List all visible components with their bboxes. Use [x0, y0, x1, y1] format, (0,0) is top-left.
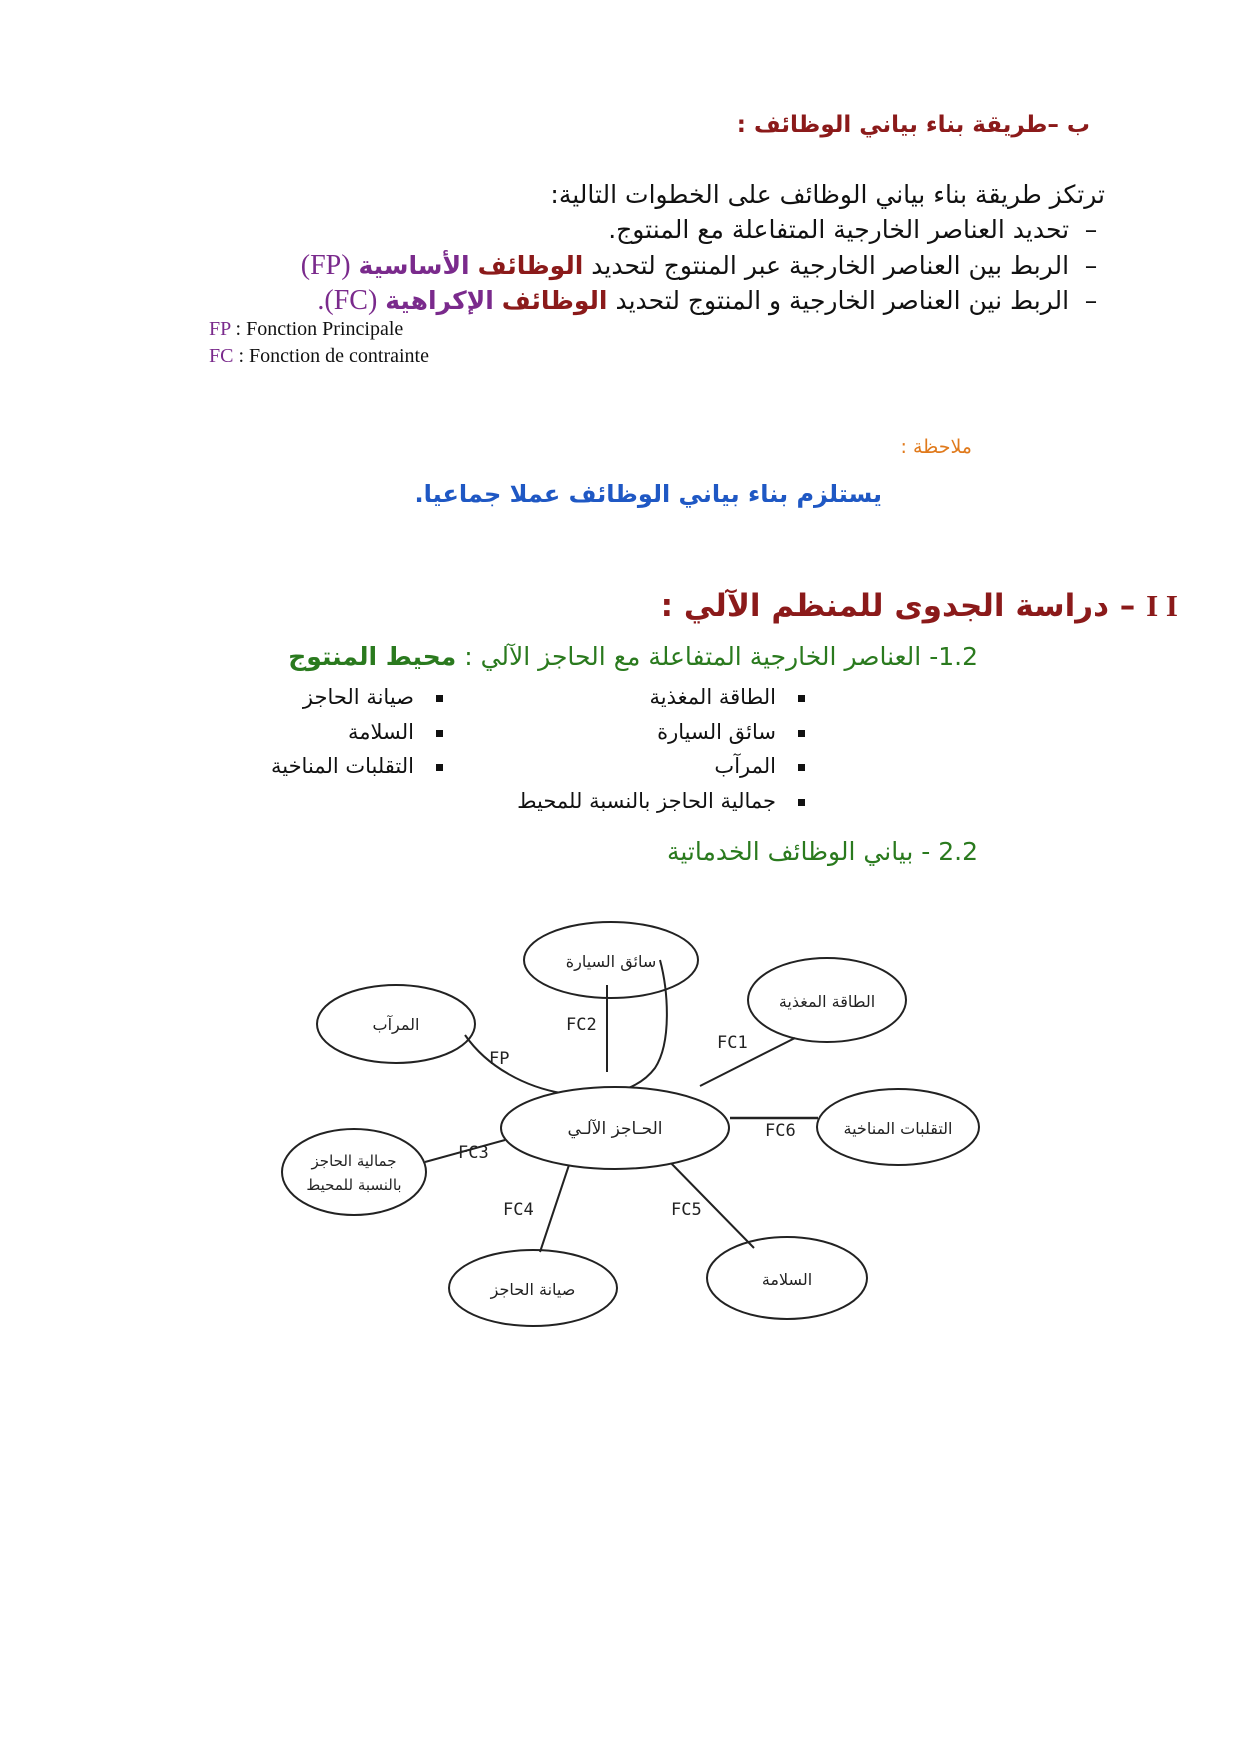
- link-fc2-label: FC2: [566, 1015, 597, 1035]
- bullet-text: صيانة الحاجز: [302, 685, 414, 709]
- node-climate-label: التقلبات المناخية: [843, 1119, 953, 1138]
- step-3-keyword-constraint: الإكراهية: [385, 286, 494, 315]
- step-1-text: تحديد العناصر الخارجية المتفاعلة مع المنتوج.: [608, 215, 1070, 244]
- step-2-text: الربط بين العناصر الخارجية عبر المنتوج لتحديد: [591, 251, 1070, 280]
- step-2-abbr: (FP): [300, 250, 351, 281]
- legend-fc-code: FC: [209, 345, 234, 367]
- dash-icon: –: [1084, 251, 1098, 280]
- node-safety-label: السلامة: [761, 1270, 813, 1289]
- step-2-keyword-main: الأساسية: [358, 251, 470, 280]
- step-3-text: الربط نين العناصر الخارجية و المنتوج لتحديد: [615, 286, 1070, 315]
- step-3-abbr: (FC).: [317, 285, 378, 316]
- dash-icon: –: [1084, 286, 1098, 315]
- legend-fp-code: FP: [209, 318, 231, 340]
- subsection-1-2-number: 1.2-: [929, 642, 978, 671]
- dash-icon: –: [1084, 215, 1098, 244]
- step-3-keyword-functions: الوظائف: [501, 286, 608, 315]
- link-fc5-label: FC5: [671, 1200, 702, 1220]
- section-b-title: ب –طريقة بناء بياني الوظائف :: [736, 112, 1090, 138]
- link-fc4-label: FC4: [503, 1200, 534, 1220]
- node-energy-label: الطاقة المغذية: [778, 992, 876, 1011]
- note-label: ملاحظة :: [900, 436, 972, 458]
- link-fc1-label: FC1: [717, 1033, 748, 1053]
- bullet-text: المرآب: [714, 754, 776, 778]
- link-fc3-label: FC3: [458, 1143, 489, 1163]
- step-2-keyword-functions: الوظائف: [477, 251, 584, 280]
- link-fc4: [540, 1162, 570, 1252]
- bullet-text: التقلبات المناخية: [270, 754, 414, 778]
- bullet-text: الطاقة المغذية: [649, 685, 776, 709]
- bullet-text: السلامة: [347, 720, 414, 744]
- intro-text: ترتكز طريقة بناء بياني الوظائف على الخطوات التالية:: [550, 180, 1105, 209]
- node-center-label: الحـاجز الآلـي: [567, 1119, 663, 1139]
- legend-fp-text: : Fonction Principale: [230, 318, 404, 340]
- node-aesthetic-label-2: بالنسبة للمحيط: [306, 1176, 402, 1194]
- node-garage-label: المرآب: [372, 1015, 420, 1034]
- part-2-title-text: – دراسة الجدوى للمنظم الآلي :: [660, 588, 1136, 624]
- subsection-2-2-number: 2.2 -: [921, 837, 978, 866]
- subsection-1-2-text: العناصر الخارجية المتفاعلة مع الحاجز الآلي :: [464, 642, 922, 671]
- node-aesthetic-label-1: جمالية الحاجز: [311, 1152, 397, 1170]
- bullet-text: سائق السيارة: [657, 720, 776, 744]
- node-aesthetic: [282, 1129, 426, 1215]
- node-maintenance-label: صيانة الحاجز: [490, 1280, 576, 1299]
- node-driver-label: سائق السيارة: [565, 952, 657, 971]
- subsection-2-2-text: بياني الوظائف الخدماتية: [666, 837, 914, 866]
- note-text: يستلزم بناء بياني الوظائف عملا جماعيا.: [414, 480, 882, 508]
- bullet-text: جمالية الحاجز بالنسبة للمحيط: [517, 789, 776, 813]
- link-fc6-label: FC6: [765, 1121, 796, 1141]
- part-2-number: I I: [1146, 588, 1178, 623]
- legend-fc-text: : Fonction de contrainte: [233, 345, 429, 367]
- link-fp-label: FP: [489, 1049, 510, 1069]
- subsection-1-2-bold: محيط المنتوج: [288, 642, 457, 671]
